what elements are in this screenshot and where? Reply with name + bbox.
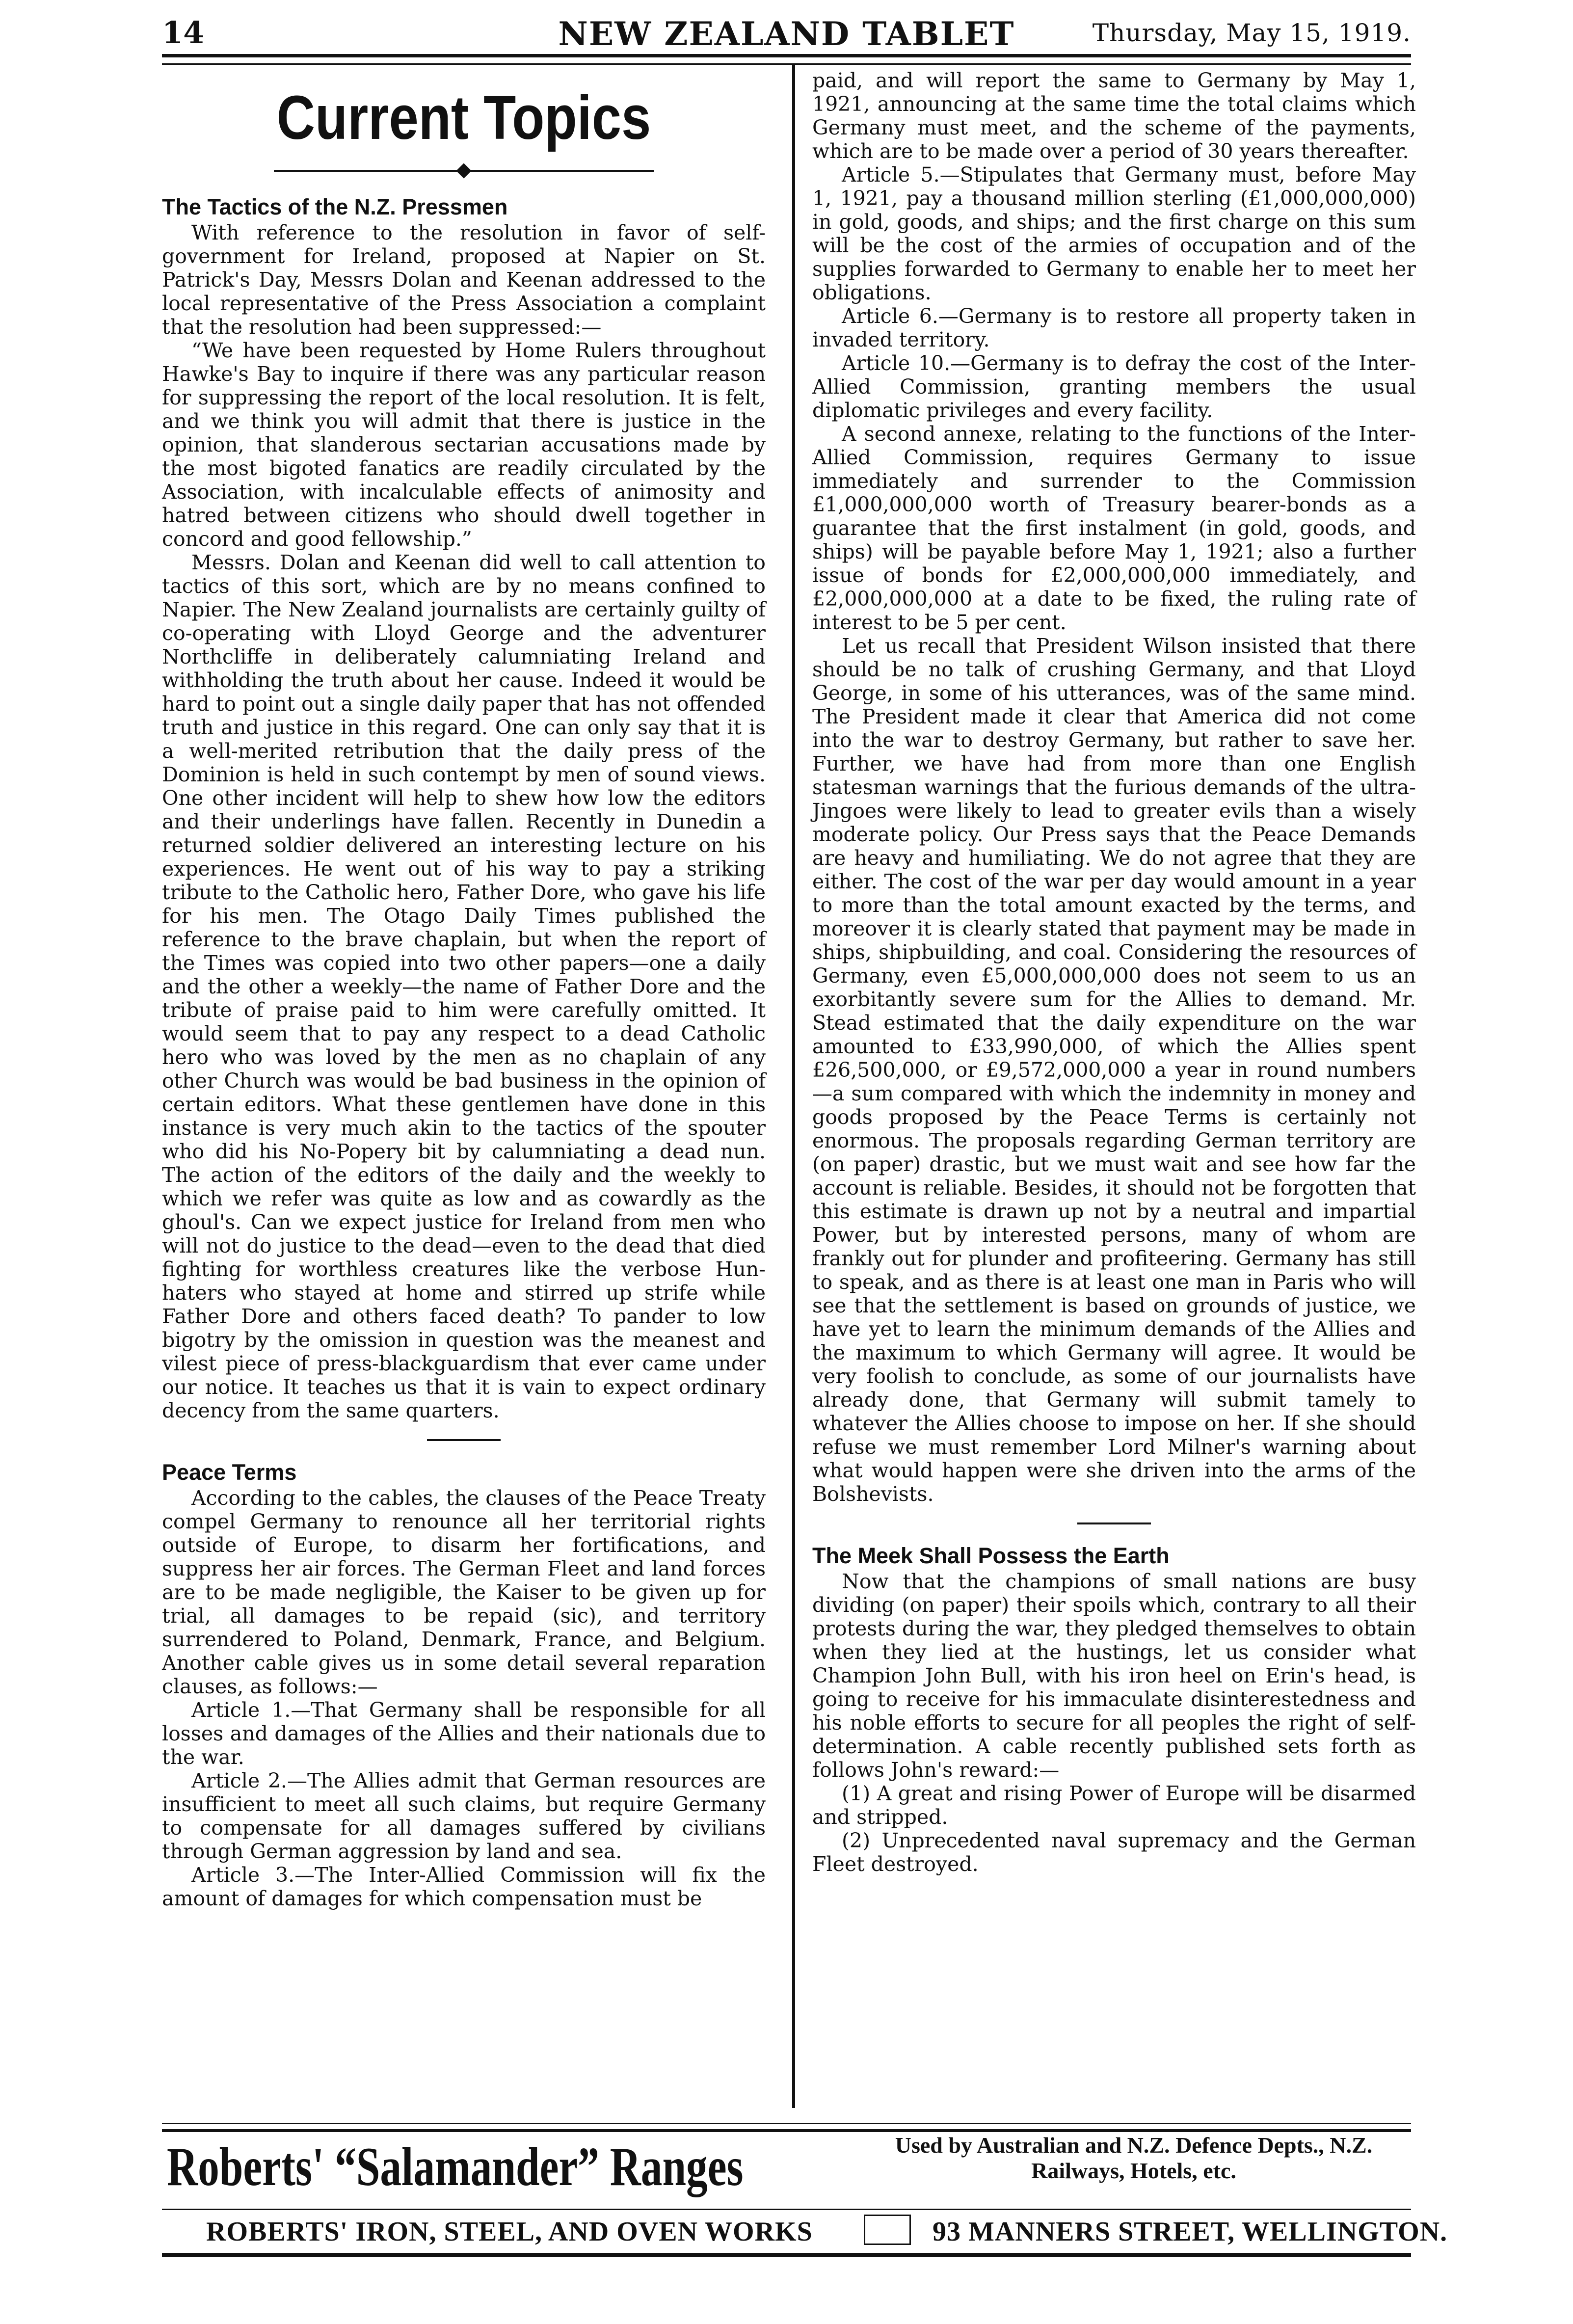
advertisement-works: ROBERTS' IRON, STEEL, AND OVEN WORKS — [206, 2217, 813, 2247]
article-paragraph: Article 1.—That Germany shall be responsible for all losses and damages of the Allies and their nationals due to the war. — [162, 1698, 766, 1769]
article-paragraph: A second annexe, relating to the functions of the Inter-Allied Commission, requires Germany to issue immediately and surrender to the Commission £1,000,000,000 worth of Treasury bearer-bonds as a guarantee that the first instalment (in gold, goods, and ships) will be payable before May 1, 1921; also a further issue of bonds for £2,000,000,000 immediately, and £2,000,000,000 at a date to be fixed, the ruling rate of interest to be 5 per cent. — [812, 422, 1416, 634]
article-title-pressmen: The Tactics of the N.Z. Pressmen — [162, 194, 508, 219]
article-paragraph: Article 5.—Stipulates that Germany must, before May 1, 1921, pay a thousand million sterling (£1,000,000,000) in gold, goods, and ships; and the first charge on this sum will be the cost of the armies of occupation and of the supplies forwarded to Germany to enable her to meet her obligations. — [812, 163, 1416, 304]
footer-rule-top — [162, 2123, 1411, 2132]
advertisement-usage-line: Railways, Hotels, etc. — [1031, 2158, 1236, 2183]
article-paragraph: Article 10.—Germany is to defray the cost of the Inter-Allied Commission, granting members the usual diplomatic privileges and every facility. — [812, 351, 1416, 422]
advertisement-brand: Roberts' “Salamander” Ranges — [167, 2137, 744, 2197]
article-title-peace-terms: Peace Terms — [162, 1460, 297, 1485]
article-paragraph: Messrs. Dolan and Keenan did well to call attention to tactics of this sort, which are by no means confined to Napier. The New Zealand journalists are certainly guilty of co-operating with Lloyd George and the adventurer Northcliffe in deliberately calumniating Ireland and withholding the truth about her cause. Indeed it would be hard to point out a single daily paper that has not offended truth and justice in this regard. One can only say that it is a well-merited retribution that the daily press of the Dominion is held in such contempt by men of sound views. One other incident will help to shew how low the editors and their underlings have fallen. Recently in Dunedin a returned soldier delivered an interesting lecture on his experiences. He went out of his way to pay a striking tribute to the Catholic hero, Father Dore, who gave his life for his men. The Otago Daily Times published the reference to the brave chaplain, but when the report of the Times was copied into two other papers—one a daily and the other a weekly—the name of Father Dore and the tribute of praise paid to him were carefully omitted. It would seem that to pay any respect to a dead Catholic hero who was loved by the men as no chaplain of any other Church was would be bad business in the opinion of certain editors. What these gentlemen have done in this instance is very much akin to the tactics of the spouter who did his No-Popery bit by calumniating a dead nun. The action of the editors of the daily and the weekly to which we refer was quite as low and as cowardly as the ghoul's. Can we expect justice for Ireland from men who will not do justice to the dead—even to the dead that died fighting for worthless creatures like the verbose Hun-haters who stayed at home and stirred up strife while Father Dore and others faced death? To pander to low bigotry by the omission in question was the meanest and vilest piece of press-blackguardism that ever came under our notice. It teaches us that it is vain to expect ordinary decency from the same quarters. — [162, 551, 766, 1422]
header-rule — [162, 54, 1411, 65]
publication-title: NEW ZEALAND TABLET — [558, 15, 1015, 53]
article-paragraph: With reference to the resolution in favor of self-government for Ireland, proposed at Napier on St. Patrick's Day, Messrs Dolan and Keenan addressed to the local representative of the Press Association a complaint that the resolution had been suppressed:— — [162, 221, 766, 339]
article-paragraph: (2) Unprecedented naval supremacy and the German Fleet destroyed. — [812, 1829, 1416, 1876]
article-paragraph: Article 3.—The Inter-Allied Commission will fix the amount of damages for which compensation must be — [162, 1863, 766, 1910]
section-separator — [1077, 1523, 1151, 1524]
article-paragraph: (1) A great and rising Power of Europe will be disarmed and stripped. — [812, 1782, 1416, 1829]
footer-rule-middle — [162, 2209, 1411, 2210]
right-column — [812, 69, 1416, 1876]
ornament-box-icon — [864, 2215, 911, 2245]
section-separator — [427, 1439, 501, 1441]
banner-ornament — [162, 157, 766, 177]
article-paragraph: Article 2.—The Allies admit that German resources are insufficient to meet all such claims, but require Germany to compensate for all damages suffered by civilians through German aggression by land and sea. — [162, 1769, 766, 1863]
article-paragraph: Let us recall that President Wilson insisted that there should be no talk of crushing Germany, and that Lloyd George, in some of his utterances, was of the same mind. The President made it clear that America did not come into the war to destroy Germany, but rather to save her. Further, we have had from more than one English statesman warnings that the furious demands of the ultra-Jingoes were likely to lead to greater evils than a wisely moderate policy. Our Press says that the Peace Demands are heavy and humiliating. We do not agree that they are either. The cost of the war per day would amount in a year to more than the total amount exacted by the terms, and moreover it is clearly stated that payment may be made in ships, shipbuilding, and coal. Considering the resources of Germany, even £5,000,000,000 does not seem to us an exorbitantly severe sum for the Allies to demand. Mr. Stead estimated that the daily expenditure on the war amounted to £33,990,000, of which the Allies spent £26,500,000, or £9,572,000,000 a year in round numbers—a sum compared with which the indemnity in money and goods proposed by the Peace Terms is certainly not enormous. The proposals regarding German territory are (on paper) drastic, but we must wait and see how far the account is reliable. Besides, it should not be forgotten that this estimate is drawn up not by a neutral and impartial Power, but by interested persons, many of whom are frankly out for plunder and profiteering. Germany has still to speak, and as there is at least one man in Paris who will see that the settlement is based on grounds of justice, we have yet to learn the minimum demands of the Allies and the maximum to which Germany will agree. It would be very foolish to conclude, as some of our journalists have already done, that Germany will submit tamely to whatever the Allies choose to impose on her. If she should refuse we must remember Lord Milner's warning about what would happen were she driven into the arms of the Bolshevists. — [812, 634, 1416, 1506]
article-quotation: “We have been requested by Home Rulers throughout Hawke's Bay to inquire if there was any particular reason for suppressing the report of the local resolution. It is felt, and we think you will admit that there is justice in the opinion, that slanderous sectarian accusations made by the most bigoted fanatics are readily circulated by the Association, with incalculable effects of animosity and hatred between citizens who should dwell together in concord and good fellowship.” — [162, 339, 766, 551]
issue-date: Thursday, May 15, 1919. — [1092, 19, 1411, 47]
footer-rule-bottom — [162, 2253, 1411, 2257]
advertisement-address: 93 MANNERS STREET, WELLINGTON. — [933, 2217, 1448, 2247]
page-number: 14 — [162, 15, 205, 51]
section-banner: Current Topics — [276, 83, 651, 152]
article-paragraph: Now that the champions of small nations are busy dividing (on paper) their spoils which, contrary to all their protests during the war, they pledged themselves to obtain when they lied at the hustings, let us consider what Champion John Bull, with his iron heel on Erin's head, is going to receive for his immaculate disinterestedness and his noble efforts to secure for all peoples the right of self-determination. A cable recently published sets forth as follows John's reward:— — [812, 1570, 1416, 1782]
advertisement-usage — [864, 2133, 1404, 2184]
article-paragraph-continued: paid, and will report the same to Germany by May 1, 1921, announcing at the same time the total claims which Germany must meet, and the scheme of the payments, which are to be made over a period of 30 years thereafter. — [812, 69, 1416, 163]
article-paragraph: According to the cables, the clauses of the Peace Treaty compel Germany to renounce all her territorial rights outside of Europe, to disarm her fortifications, and suppress her air forces. The German Fleet and land forces are to be made negligible, the Kaiser to be given up for trial, all damages to be repaid (sic), and territory surrendered to Poland, Denmark, France, and Belgium. Another cable gives us in some detail several reparation clauses, as follows:— — [162, 1486, 766, 1698]
article-paragraph: Article 6.—Germany is to restore all property taken in invaded territory. — [812, 304, 1416, 351]
article-title-meek: The Meek Shall Possess the Earth — [812, 1543, 1170, 1568]
column-divider — [792, 64, 795, 2108]
running-header — [162, 15, 1411, 53]
advertisement-usage-line: Used by Australian and N.Z. Defence Depts., N.Z. — [895, 2133, 1373, 2158]
left-column — [162, 69, 766, 1910]
